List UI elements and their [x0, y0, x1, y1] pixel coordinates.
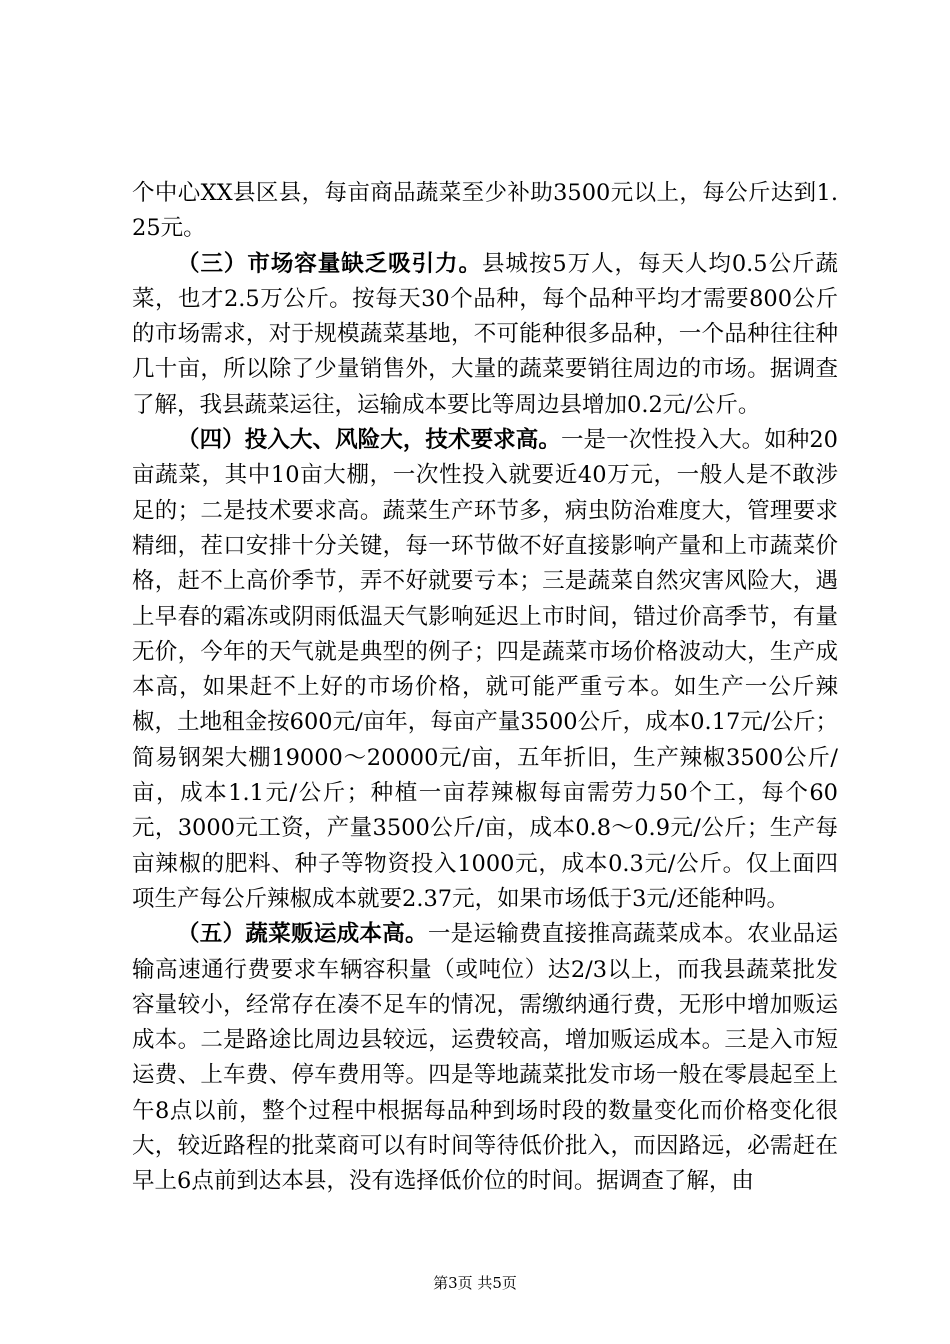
paragraph-investment-risk — [132, 423, 838, 917]
paragraph-transport-cost — [132, 917, 838, 1199]
paragraph-text: 县城按5万人，每天人均0.5公斤蔬菜，也才2.5万公斤。按每天30个品种，每个品种平均才需要800公斤的市场需求，对于规模蔬菜基地，不可能种很多品种，一个品种往往种几十亩，所以除了少量销售外，大量的蔬菜要销往周边的市场。据调查了解，我县蔬菜运往，运输成本要比等周边县增加0.2元/公斤。 — [132, 250, 838, 418]
section-heading: （三）市场容量缺乏吸引力。 — [177, 250, 482, 277]
document-body — [132, 176, 838, 1200]
section-heading: （四）投入大、风险大，技术要求高。 — [177, 427, 561, 454]
paragraph-text: 一是运输费直接推高蔬菜成本。农业品运输高速通行费要求车辆容积量（或吨位）达2/3以上，而我县蔬菜批发容量较小，经常存在凑不足车的情况，需缴纳通行费，无形中增加贩运成本。二是路途比周边县较远，运费较高，增加贩运成本。三是入市短运费、上车费、停车费用等。四是等地蔬菜批发市场一般在零晨起至上午8点以前，整个过程中根据每品种到场时段的数量变化而价格变化很大，较近路程的批菜商可以有时间等待低价批入，而因路远，必需赶在早上6点前到达本县，没有选择低价位的时间。据调查了解，由 — [132, 921, 838, 1195]
section-heading: （五）蔬菜贩运成本高。 — [177, 921, 428, 948]
paragraph-market-capacity — [132, 247, 838, 423]
page-number: 第3页 共5页 — [433, 1274, 517, 1292]
paragraph-continuation — [132, 176, 838, 247]
paragraph-text: 一是一次性投入大。如种20亩蔬菜，其中10亩大棚，一次性投入就要近40万元，一般人是不敢涉足的；二是技术要求高。蔬菜生产环节多，病虫防治难度大，管理要求精细，茬口安排十分关键，每一环节做不好直接影响产量和上市蔬菜价格，赶不上高价季节，弄不好就要亏本；三是蔬菜自然灾害风险大，遇上早春的霜冻或阴雨低温天气影响延迟上市时间，错过价高季节，有量无价，今年的天气就是典型的例子；四是蔬菜市场价格波动大，生产成本高，如果赶不上好的市场价格，就可能严重亏本。如生产一公斤辣椒，土地租金按600元/亩年，每亩产量3500公斤，成本0.17元/公斤；简易钢架大棚19000～20000元/亩，五年折旧，生产辣椒3500公斤/亩，成本1.1元/公斤；种植一亩荐辣椒每亩需劳力50个工，每个60元，3000元工资，产量3500公斤/亩，成本0.8～0.9元/公斤；生产每亩辣椒的肥料、种子等物资投入1000元，成本0.3元/公斤。仅上面四项生产每公斤辣椒成本就要2.37元，如果市场低于3元/还能种吗。 — [132, 427, 838, 912]
page-footer — [0, 1273, 950, 1293]
paragraph-text: 个中心XX县区县，每亩商品蔬菜至少补助3500元以上，每公斤达到1.25元。 — [132, 180, 838, 242]
